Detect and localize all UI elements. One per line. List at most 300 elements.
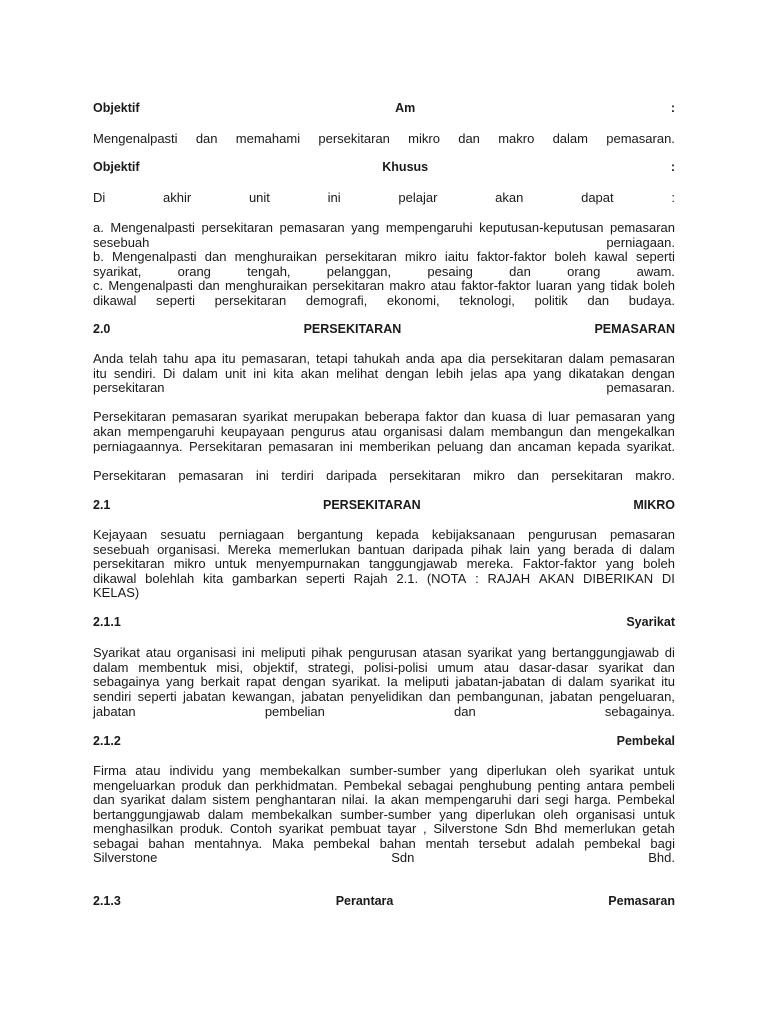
word: membentuk	[138, 660, 207, 675]
word: faktor-faktor	[461, 278, 531, 293]
paragraph-line	[93, 689, 675, 704]
word: dalam	[93, 660, 129, 675]
paragraph-line	[93, 351, 675, 366]
word: Persekitaran	[93, 468, 166, 483]
paragraph-line	[93, 850, 675, 865]
word: membekalkan	[251, 807, 333, 822]
word: ini	[241, 645, 255, 660]
word: sumber-sumber	[340, 807, 432, 822]
paragraph-line	[93, 807, 675, 822]
word: sendiri	[93, 689, 132, 704]
word: diperlukan	[475, 807, 536, 822]
word: yang	[222, 763, 251, 778]
word: Bhd.	[648, 850, 675, 865]
word: mikro	[404, 249, 437, 264]
word: dan	[454, 704, 476, 719]
word: tetapi	[315, 351, 348, 366]
word: anda	[405, 351, 435, 366]
paragraph-line	[93, 439, 675, 454]
word: memberikan	[359, 439, 431, 454]
word: kita	[203, 571, 224, 586]
word: dikatakan	[568, 366, 625, 381]
word: strategi,	[307, 660, 355, 675]
word: syarikat	[589, 763, 635, 778]
word: yang	[533, 366, 562, 381]
word: Faktor-faktor	[522, 556, 597, 571]
word: sebagainya.	[604, 704, 675, 719]
word: itu	[221, 351, 236, 366]
word: awam.	[636, 264, 675, 279]
word: KELAS)	[93, 585, 140, 600]
word: Persekitaran	[189, 439, 262, 454]
word: pemasaran	[268, 439, 334, 454]
paragraph-line	[93, 792, 675, 807]
word: Pembekal	[617, 792, 675, 807]
word: jabatan	[550, 689, 593, 704]
word: unit	[225, 366, 247, 381]
word: penghubung	[459, 778, 532, 793]
word: pengurusan	[348, 645, 417, 660]
word: syarikat	[242, 409, 288, 424]
list-item-c-line	[93, 293, 675, 308]
paragraph-line	[93, 836, 675, 851]
word: dan	[227, 778, 250, 793]
word: yang	[449, 763, 478, 778]
word: getah	[642, 821, 675, 836]
word: diperlukan	[486, 763, 547, 778]
word: mikro	[408, 131, 440, 146]
word: syarikat	[598, 660, 644, 675]
word: memerlukan	[564, 821, 636, 836]
word: RAJAH	[487, 571, 531, 586]
word: jabatan	[183, 689, 226, 704]
list-item-a-line	[93, 235, 675, 250]
word: akan	[93, 424, 122, 439]
word: MIKRO	[633, 498, 675, 512]
paragraph-line	[93, 660, 675, 675]
word: bahan	[379, 836, 416, 851]
word: organisasi	[575, 807, 636, 822]
word: penyelidikan	[350, 689, 423, 704]
word: dan	[458, 131, 480, 146]
word: pembuat	[330, 821, 381, 836]
word: dan	[653, 660, 675, 675]
word: di	[664, 645, 675, 660]
word: :	[671, 190, 675, 205]
word: makro.	[635, 468, 675, 483]
word: Bhd	[534, 821, 558, 836]
word: umum	[437, 660, 474, 675]
word: persekitaran	[93, 380, 165, 395]
word: Di	[93, 190, 106, 205]
word: dikawal	[93, 571, 137, 586]
word: bantuan	[357, 542, 405, 557]
word: atasan	[422, 645, 462, 660]
word: 2.1.3	[93, 894, 121, 908]
word: dapat	[581, 190, 614, 205]
word: Am	[395, 101, 416, 115]
word: mempengaruhi	[127, 424, 215, 439]
word: dikawal	[93, 293, 137, 308]
word: DI	[661, 571, 675, 586]
word: beberapa	[364, 409, 420, 424]
word: 2.0	[93, 322, 111, 336]
word: budaya.	[628, 293, 675, 308]
word: dalam	[182, 366, 218, 381]
word: untuk	[214, 556, 247, 571]
paragraph-line	[93, 645, 675, 660]
word: pemasaran	[279, 220, 345, 235]
word: ini	[255, 468, 269, 483]
heading-2-1-1	[93, 615, 675, 630]
word: membekalkan	[259, 763, 341, 778]
word: sistem	[212, 792, 250, 807]
word: ini	[253, 366, 267, 381]
word: keputusan-keputusan	[479, 220, 604, 235]
word: boleh	[554, 249, 587, 264]
word: syarikat.	[626, 439, 675, 454]
word: lain	[509, 542, 530, 557]
word: rapat	[246, 674, 276, 689]
word: bergantung	[297, 527, 363, 542]
word: itu	[93, 366, 107, 381]
word: berada	[573, 542, 614, 557]
word: kita	[273, 366, 294, 381]
word: individu	[169, 763, 214, 778]
word: menghuraikan	[234, 249, 318, 264]
word: sebagai	[407, 778, 454, 793]
word: dalam	[639, 542, 675, 557]
word: bagi	[650, 836, 675, 851]
word: perniagaan.	[606, 235, 675, 250]
word: dalam	[568, 351, 604, 366]
paragraph-line	[93, 424, 675, 439]
word: apa	[504, 366, 527, 381]
word: perniagaan	[219, 527, 285, 542]
word: DIBERIKAN	[583, 571, 654, 586]
word: dalam	[171, 792, 207, 807]
word: sesuatu	[160, 527, 206, 542]
paragraph-line	[93, 821, 675, 836]
word: :	[670, 101, 675, 115]
paragraph-line	[93, 380, 675, 395]
word: dan	[204, 249, 227, 264]
word: dari	[517, 792, 539, 807]
word: jabatan	[93, 704, 136, 719]
word: atau	[430, 278, 456, 293]
word: Ia	[386, 674, 398, 689]
word: pembekal	[313, 836, 370, 851]
word: polisi-polisi	[364, 660, 428, 675]
word: Silverstone	[433, 821, 498, 836]
word: demografi,	[305, 293, 368, 308]
word: politik	[534, 293, 568, 308]
word: apa	[440, 351, 463, 366]
paragraph-line	[93, 704, 675, 719]
word: Silverstone	[93, 850, 158, 865]
word: pemasaran.	[606, 380, 675, 395]
word: kepada	[577, 439, 621, 454]
word: pembeli	[629, 778, 675, 793]
word: pihak	[311, 645, 343, 660]
word: menghasilkan	[93, 821, 174, 836]
word: syarikat	[609, 674, 655, 689]
word: ekonomi,	[386, 293, 440, 308]
word: Syarikat	[626, 615, 675, 629]
word: Khusus	[382, 160, 429, 174]
word: makro	[389, 278, 426, 293]
word: 2.1.1	[93, 615, 121, 629]
word: persekitaran	[201, 220, 274, 235]
word: dan	[489, 439, 512, 454]
word: berkait	[200, 674, 240, 689]
word: ini	[339, 439, 353, 454]
word: Sdn	[504, 821, 528, 836]
word: di	[532, 409, 543, 424]
word: tidak	[610, 278, 638, 293]
word: objektif,	[253, 660, 298, 675]
word: harga.	[574, 792, 612, 807]
word: membangun	[490, 424, 563, 439]
word: tahu	[163, 351, 189, 366]
word: penghantaran	[255, 792, 336, 807]
word: sebagai	[93, 836, 139, 851]
word: atau	[145, 645, 172, 660]
word: pemasaran	[609, 351, 675, 366]
word: perkhidmatan.	[255, 778, 338, 793]
word: pengeluaran,	[599, 689, 675, 704]
word: Mereka	[227, 542, 271, 557]
list-item-c-line	[93, 278, 675, 293]
word: pengurus	[290, 424, 346, 439]
word: Pembekal	[616, 734, 675, 748]
word: 2.1	[93, 498, 111, 512]
word: seperti	[155, 293, 196, 308]
word: akan	[495, 190, 524, 205]
paragraph-line	[93, 542, 675, 557]
word: unit	[248, 190, 270, 205]
word: tahukah	[353, 351, 400, 366]
word: produk.	[179, 821, 224, 836]
word: dan	[428, 689, 451, 704]
word: teknologi,	[459, 293, 515, 308]
paragraph-line	[93, 778, 675, 793]
word: dalam	[207, 807, 244, 822]
paragraph-line	[93, 556, 675, 571]
word: perniagaannya.	[93, 439, 183, 454]
word: mentahnya.	[194, 836, 263, 851]
word: dalam	[568, 674, 604, 689]
word: pemasaran	[609, 220, 675, 235]
word: Pemasaran	[608, 894, 675, 908]
word: atau	[351, 424, 377, 439]
word: makro	[498, 131, 535, 146]
word: (NOTA	[426, 571, 467, 586]
word: bolehlah	[145, 571, 195, 586]
word: syarikat	[278, 821, 324, 836]
word: organisasi	[383, 424, 443, 439]
word: Contoh	[230, 821, 272, 836]
word: jabatan	[301, 689, 344, 704]
paragraph-line	[93, 468, 675, 483]
word: Mengenalpasti	[110, 220, 195, 235]
word: daripada	[326, 468, 377, 483]
word: tersebut	[478, 836, 526, 851]
word: kewangan,	[232, 689, 295, 704]
word: kepada	[376, 527, 419, 542]
word: pembekal	[584, 836, 641, 851]
word: dengan	[631, 366, 675, 381]
heading-2-0	[93, 322, 675, 337]
word: produk	[181, 778, 222, 793]
word: pemasaran	[178, 468, 244, 483]
paragraph-line	[93, 571, 675, 586]
word: pembangunan,	[456, 689, 544, 704]
word: dalam	[448, 424, 485, 439]
heading-objektif-khusus	[93, 160, 675, 175]
word: faktor-faktor	[476, 249, 547, 264]
word: mikro	[473, 468, 505, 483]
word: tengah,	[247, 264, 291, 279]
word: :	[670, 160, 675, 174]
word: dasar-dasar	[519, 660, 589, 675]
word: bahan	[148, 836, 185, 851]
word: mempengaruhi	[424, 792, 512, 807]
word: jabatan-jabatan	[455, 674, 546, 689]
word: b.	[93, 249, 104, 264]
word: Objektif	[93, 160, 140, 174]
word: menyempurnakan	[255, 556, 360, 571]
word: pihak	[470, 542, 502, 557]
word: pesaing	[427, 264, 473, 279]
word: misi,	[216, 660, 244, 675]
word: mengekalkan	[597, 424, 675, 439]
word: yang	[605, 556, 634, 571]
word: c.	[93, 278, 104, 293]
word: keupayaan	[220, 424, 285, 439]
word: di	[621, 542, 632, 557]
word: seperti	[305, 571, 345, 586]
word: merupakan	[293, 409, 359, 424]
word: ,	[423, 821, 427, 836]
word: persekitaran	[312, 278, 385, 293]
paragraph-line	[93, 409, 675, 424]
word: telah	[129, 351, 158, 366]
word: nilai.	[341, 792, 369, 807]
word: pemasaran,	[241, 351, 311, 366]
word: boleh	[643, 556, 675, 571]
word: syarikat	[120, 792, 166, 807]
word: ini	[327, 190, 341, 205]
word: bertanggungjawab	[551, 645, 659, 660]
word: mikro	[173, 556, 206, 571]
word: pengurusan	[528, 527, 597, 542]
word: organisasi.	[157, 542, 220, 557]
word: kawal	[594, 249, 628, 264]
word: peluang	[437, 439, 484, 454]
word: jelas	[470, 366, 498, 381]
word: Sdn	[391, 850, 415, 865]
word: di	[551, 674, 562, 689]
word: persekitaran	[93, 556, 165, 571]
word: mentah	[425, 836, 469, 851]
word: Firma	[93, 763, 127, 778]
word: luar	[548, 409, 570, 424]
word: Mengenalpasti	[93, 131, 178, 146]
word: 2.1.2	[93, 734, 121, 748]
list-item-b-line	[93, 249, 675, 264]
heading-2-1	[93, 498, 675, 513]
word: melihat	[336, 366, 379, 381]
word: Mengenalpasti	[112, 249, 197, 264]
paragraph-line	[93, 366, 675, 381]
word: dan	[463, 409, 486, 424]
word: itu	[661, 674, 675, 689]
word: organisasi	[176, 645, 237, 660]
word: kuasa	[491, 409, 527, 424]
word: pelajar	[398, 190, 438, 205]
word: pelanggan,	[326, 264, 392, 279]
word: dan	[198, 278, 220, 293]
list-item-b-line	[93, 264, 675, 279]
heading-objektif-am	[93, 101, 675, 116]
word: untuk	[643, 763, 675, 778]
word: orang	[177, 264, 211, 279]
word: yang	[646, 409, 675, 424]
word: seperti	[137, 689, 177, 704]
word: dengan	[282, 674, 326, 689]
word: pemasaran.	[606, 131, 675, 146]
word: persekitaran	[491, 351, 563, 366]
word: seperti	[635, 249, 675, 264]
word: dan	[569, 424, 592, 439]
word: untuk	[643, 807, 675, 822]
word: oleh	[555, 763, 581, 778]
word: daripada	[412, 542, 464, 557]
word: ancaman	[517, 439, 572, 454]
word: atau	[483, 660, 510, 675]
list-item-a-line	[93, 220, 675, 235]
word: mempengaruhi	[385, 220, 473, 235]
paragraph-line	[93, 585, 675, 600]
word: menghuraikan	[225, 278, 308, 293]
word: meliputi	[404, 674, 449, 689]
word: dan	[509, 264, 531, 279]
word: boleh	[643, 278, 675, 293]
paragraph-line	[93, 527, 675, 542]
word: persekitaran	[214, 293, 287, 308]
word: orang	[567, 264, 601, 279]
word: terdiri	[281, 468, 314, 483]
word: Syarikat	[93, 645, 140, 660]
word: antara	[586, 778, 624, 793]
word: Perantara	[335, 894, 394, 908]
word: Maka	[271, 836, 304, 851]
word: persekitaran	[325, 249, 397, 264]
word: yang	[351, 220, 380, 235]
word: Mengenalpasti	[108, 278, 193, 293]
word: adalah	[535, 836, 575, 851]
word: apa	[194, 351, 217, 366]
word: luaran	[535, 278, 572, 293]
word: Anda	[93, 351, 124, 366]
word: Pembekal	[343, 778, 402, 793]
word: memahami	[235, 131, 301, 146]
word: pemasaran	[609, 527, 675, 542]
word: Rajah	[353, 571, 388, 586]
word: sumber-sumber	[349, 763, 441, 778]
word: yang	[537, 542, 566, 557]
